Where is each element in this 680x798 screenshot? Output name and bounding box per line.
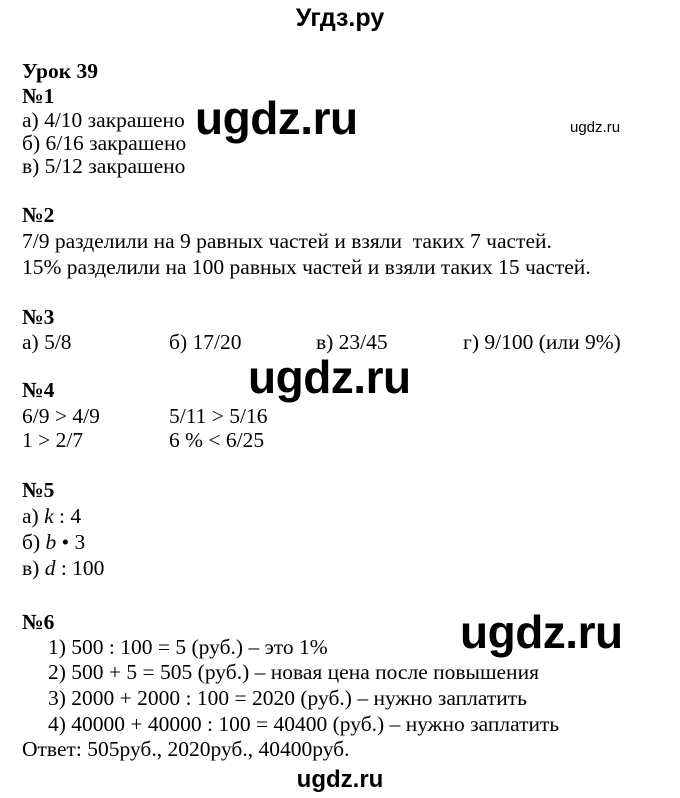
watermark: ugdz.ru xyxy=(248,351,411,403)
task-4-title: №4 xyxy=(22,378,55,402)
item-label: в) xyxy=(22,556,40,580)
task-1-line: в) 5/12 закрашено xyxy=(22,154,186,178)
task-5-title: №5 xyxy=(22,478,55,502)
watermark: ugdz.ru xyxy=(460,606,623,658)
task-3-answer: г) 9/100 (или 9%) xyxy=(463,330,621,354)
task-3-answer: в) 23/45 xyxy=(316,330,388,354)
watermark: ugdz.ru xyxy=(195,92,358,144)
item-variable: b xyxy=(45,530,57,554)
item-expression: • 3 xyxy=(56,530,86,554)
task-6-step: 1) 500 : 100 = 5 (руб.) – это 1% xyxy=(48,635,328,659)
item-label: а) xyxy=(22,504,39,528)
item-expression: : 100 xyxy=(55,556,105,580)
task-1-line: б) 6/16 закрашено xyxy=(22,131,187,155)
task-4-cell: 6 % < 6/25 xyxy=(169,428,265,452)
footer-watermark: ugdz.ru xyxy=(296,766,384,793)
task-3-answer: б) 17/20 xyxy=(169,330,242,354)
task-3-title: №3 xyxy=(22,305,55,329)
task-6-answer: Ответ: 505руб., 2020руб., 40400руб. xyxy=(22,737,350,761)
task-1-line: а) 4/10 закрашено xyxy=(22,108,185,132)
task-4-cell: 1 > 2/7 xyxy=(22,428,84,452)
task-6-step: 4) 40000 + 40000 : 100 = 40400 (руб.) – нужно заплатить xyxy=(48,712,560,736)
task-1-title: №1 xyxy=(22,84,55,108)
item-label: б) xyxy=(22,530,41,554)
task-6-step: 2) 500 + 5 = 505 (руб.) – новая цена после повышения xyxy=(48,660,539,684)
task-5-item xyxy=(22,556,104,580)
lesson-title: Урок 39 xyxy=(22,59,98,83)
site-header-title: Угдз.ру xyxy=(295,4,385,32)
item-variable: k xyxy=(44,504,54,528)
item-variable: d xyxy=(44,556,56,580)
task-6-title: №6 xyxy=(22,610,55,634)
task-2-title: №2 xyxy=(22,203,55,227)
task-5-item xyxy=(22,504,81,528)
task-4-cell: 5/11 > 5/16 xyxy=(169,404,268,428)
item-expression: : 4 xyxy=(53,504,82,528)
task-3-answer: а) 5/8 xyxy=(22,330,72,354)
task-2-line: 15% разделили на 100 равных частей и взяли таких 15 частей. xyxy=(22,255,591,279)
task-2-line: 7/9 разделили на 9 равных частей и взяли таких 7 частей. xyxy=(22,229,552,253)
task-4-cell: 6/9 > 4/9 xyxy=(22,404,100,428)
task-6-step: 3) 2000 + 2000 : 100 = 2020 (руб.) – нужно заплатить xyxy=(48,686,527,710)
watermark-small: ugdz.ru xyxy=(570,119,621,136)
task-5-item xyxy=(22,530,85,554)
